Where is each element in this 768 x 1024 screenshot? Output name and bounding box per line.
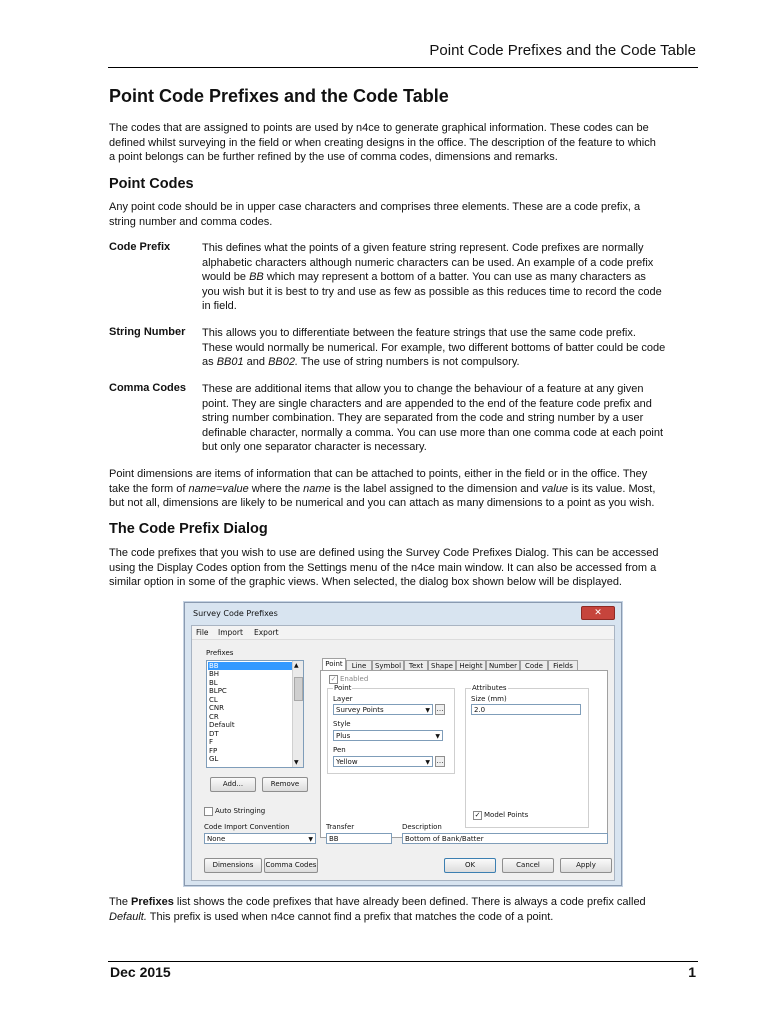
ok-button[interactable]: OK [444,858,496,873]
list-item[interactable]: DT [209,729,219,738]
selected-row-highlight [208,662,292,670]
footer-rule [108,961,698,962]
list-item[interactable]: GL [209,755,219,763]
dim-text: take the form of [109,482,189,495]
prefixes-list[interactable] [206,660,304,768]
list-item[interactable]: CR [209,712,219,721]
def-line [202,270,698,285]
auto-stringing-checkbox[interactable] [204,807,213,816]
footer-date: Dec 2015 [110,964,171,980]
tab-line[interactable]: Line [346,660,372,671]
menu-export[interactable]: Export [254,628,279,637]
list-item[interactable]: BH [209,670,220,678]
model-points-checkbox[interactable]: ✓ [474,811,481,819]
pen-value: Yellow [336,758,358,766]
comma-codes-button[interactable]: Comma Codes [264,858,318,873]
transfer-input[interactable]: BB [326,833,392,844]
dim-line [109,482,699,497]
scroll-thumb[interactable] [294,677,303,701]
menu-import[interactable]: Import [218,628,243,637]
tab-text[interactable]: Text [404,660,428,671]
tab-height[interactable]: Height [456,660,486,671]
menu-bar [192,626,614,640]
style-label: Style [333,720,351,728]
def-italic: BB01 [216,356,244,368]
def-line: you wish but it is best to try and use as few as possible as this reduces time to record the code [202,285,662,298]
dim-italic: name [303,482,331,495]
layer-browse-button[interactable]: … [436,705,444,713]
prefixes-line [109,910,699,925]
point-tab-panel [320,670,608,838]
point-codes-line: string number and comma codes. [109,215,273,228]
menu-file[interactable]: File [196,628,209,637]
apply-button[interactable]: Apply [560,858,612,873]
dialog-intro-line: similar option in some of the graphic views. When selected, the dialog box shown below will be displayed. [109,576,622,588]
code-prefix-term: Code Prefix [109,241,171,253]
prefixes-paragraph [109,895,699,924]
cancel-button[interactable]: Cancel [502,858,554,873]
size-input[interactable]: 2.0 [471,704,581,715]
dialog-intro-line: using the Display Codes option from the Settings menu of the n4ce main window. It can also be accessed from a [109,561,657,574]
list-item[interactable]: Default [209,721,235,729]
string-number-definition [202,326,698,370]
intro-line: The codes that are assigned to points are used by n4ce to generate graphical information. These codes can be [109,122,649,134]
string-number-term: String Number [109,326,186,338]
survey-code-prefixes-dialog [184,602,622,886]
def-line: in field. [202,300,237,312]
list-item[interactable]: F [209,738,214,746]
dimensions-paragraph [109,467,699,511]
transfer-label: Transfer [326,823,355,831]
def-line: but only one separator character is necessary. [202,441,427,453]
point-codes-line: Any point code should be in upper case characters and comprises three elements. These are a code prefix, a [109,201,641,213]
tab-shape[interactable]: Shape [428,660,456,671]
prefixes-bold: Prefixes [131,896,174,908]
enabled-label: Enabled [340,675,369,683]
list-item[interactable]: FP [209,746,218,755]
page-number: 1 [688,964,696,980]
tab-point[interactable]: Point [322,658,346,671]
prefixes-line [109,895,699,910]
style-value: Plus [336,732,351,740]
layer-label: Layer [333,695,353,703]
comma-codes-definition [202,382,698,455]
point-codes-paragraph [109,200,699,229]
pen-browse-button[interactable]: … [436,757,444,765]
def-italic: BB02. [268,356,299,368]
def-line: string number combination. They are separated from the code and string number by a user [202,412,644,424]
dialog-title: Survey Code Prefixes [193,609,278,618]
prefixes-text: The [109,896,132,908]
def-italic: BB [249,271,264,283]
dim-text: is the label assigned to the dimension and [330,482,542,495]
code-prefix-dialog-paragraph [109,546,699,590]
def-text: which may represent a bottom of a batter. You can use as many characters as [263,271,646,283]
chevron-down-icon: ▼ [425,759,430,766]
point-group-label: Point [334,684,352,692]
chevron-down-icon: ▼ [425,707,430,714]
tab-number[interactable]: Number [486,660,520,671]
model-points-label: Model Points [484,811,529,819]
code-prefix-definition [202,241,698,314]
tab-fields[interactable]: Fields [548,660,578,671]
def-text: The use of string numbers is not compulsory. [298,356,520,368]
pen-select[interactable] [333,756,433,767]
intro-line: defined whilst surveying in the field or when creating designs in the office. The description of the feature to which [109,136,656,149]
code-import-value: None [207,835,226,843]
def-line: These would normally be numerical. For example, two different bottoms of batter could be code [202,341,666,354]
point-codes-heading: Point Codes [109,176,194,192]
code-prefix-dialog-heading: The Code Prefix Dialog [109,521,268,537]
scroll-up-icon[interactable]: ▲ [294,662,299,669]
def-line: This defines what the points of a given feature string represent. Code prefixes are normally [202,242,644,254]
add-button[interactable]: Add... [210,777,256,792]
description-input[interactable]: Bottom of Bank/Batter [402,833,608,844]
dimensions-button[interactable]: Dimensions [204,858,262,873]
layer-value: Survey Points [336,706,384,714]
def-text: would be [202,271,250,283]
style-select[interactable] [333,730,443,741]
list-item[interactable]: CL [209,695,218,704]
running-header: Point Code Prefixes and the Code Table [429,42,696,59]
description-label: Description [402,823,442,831]
list-item[interactable]: BL [209,678,218,687]
def-line: point. They are single characters and are appended to the end of the feature code prefix and [202,397,652,410]
dim-text: where the [248,482,304,495]
def-line: definable character, normally a comma. You can use more than one comma code at each point [202,426,664,439]
code-import-select[interactable] [204,833,316,844]
remove-button[interactable]: Remove [262,777,308,792]
dim-italic: value [541,482,568,495]
tab-symbol[interactable]: Symbol [372,660,404,671]
prefixes-italic: Default. [109,910,147,923]
attributes-group-label: Attributes [472,684,507,692]
auto-stringing-label: Auto Stringing [215,807,266,815]
comma-codes-term: Comma Codes [109,382,187,394]
pen-label: Pen [333,746,346,754]
dialog-body [191,625,615,881]
list-scrollbar[interactable] [292,661,303,767]
def-text: as [202,356,217,368]
def-line: These are additional items that allow you to change the behaviour of a feature at any given [202,383,644,395]
def-line: alphabetic characters although numeric characters can be used. An example of a code prefix [202,256,654,269]
list-item[interactable]: BB [209,662,219,670]
enabled-checkbox[interactable]: ✓ [330,675,337,683]
close-icon[interactable]: ✕ [581,606,615,620]
def-text: and [243,356,269,368]
prefixes-label: Prefixes [206,649,234,657]
list-item[interactable]: CNR [209,704,224,712]
header-rule [108,67,698,68]
dim-italic: name=value [188,482,249,495]
def-line [202,355,698,370]
list-item[interactable]: BLPC [209,687,227,695]
prefixes-text: list shows the code prefixes that have already been defined. There is always a code prefix called [173,896,646,908]
prefixes-text: This prefix is used when n4ce cannot find a prefix that matches the code of a point. [146,910,554,923]
dialog-intro-line: The code prefixes that you wish to use are defined using the Survey Code Prefixes Dialog. This can be accessed [109,547,659,559]
tab-code[interactable]: Code [520,660,548,671]
chevron-down-icon: ▼ [308,836,313,843]
code-import-label: Code Import Convention [204,823,290,831]
dim-line: Point dimensions are items of information that can be attached to points, either in the field or in the office. They [109,468,648,480]
dim-text: is its value. Most, [567,482,656,495]
scroll-down-icon[interactable]: ▼ [294,759,299,766]
def-line: This allows you to differentiate between the feature strings that use the same code prefix. [202,327,636,339]
dim-line: but not all, dimensions are likely to be numerical and you can attach as many dimensions to a point as you wish. [109,497,655,509]
page-title: Point Code Prefixes and the Code Table [109,86,449,106]
intro-paragraph [109,121,699,165]
intro-line: a point belongs can be further refined by the use of comma codes, dimensions and remarks. [109,151,558,163]
chevron-down-icon: ▼ [435,733,440,740]
layer-select[interactable] [333,704,433,715]
size-label: Size (mm) [471,695,507,703]
